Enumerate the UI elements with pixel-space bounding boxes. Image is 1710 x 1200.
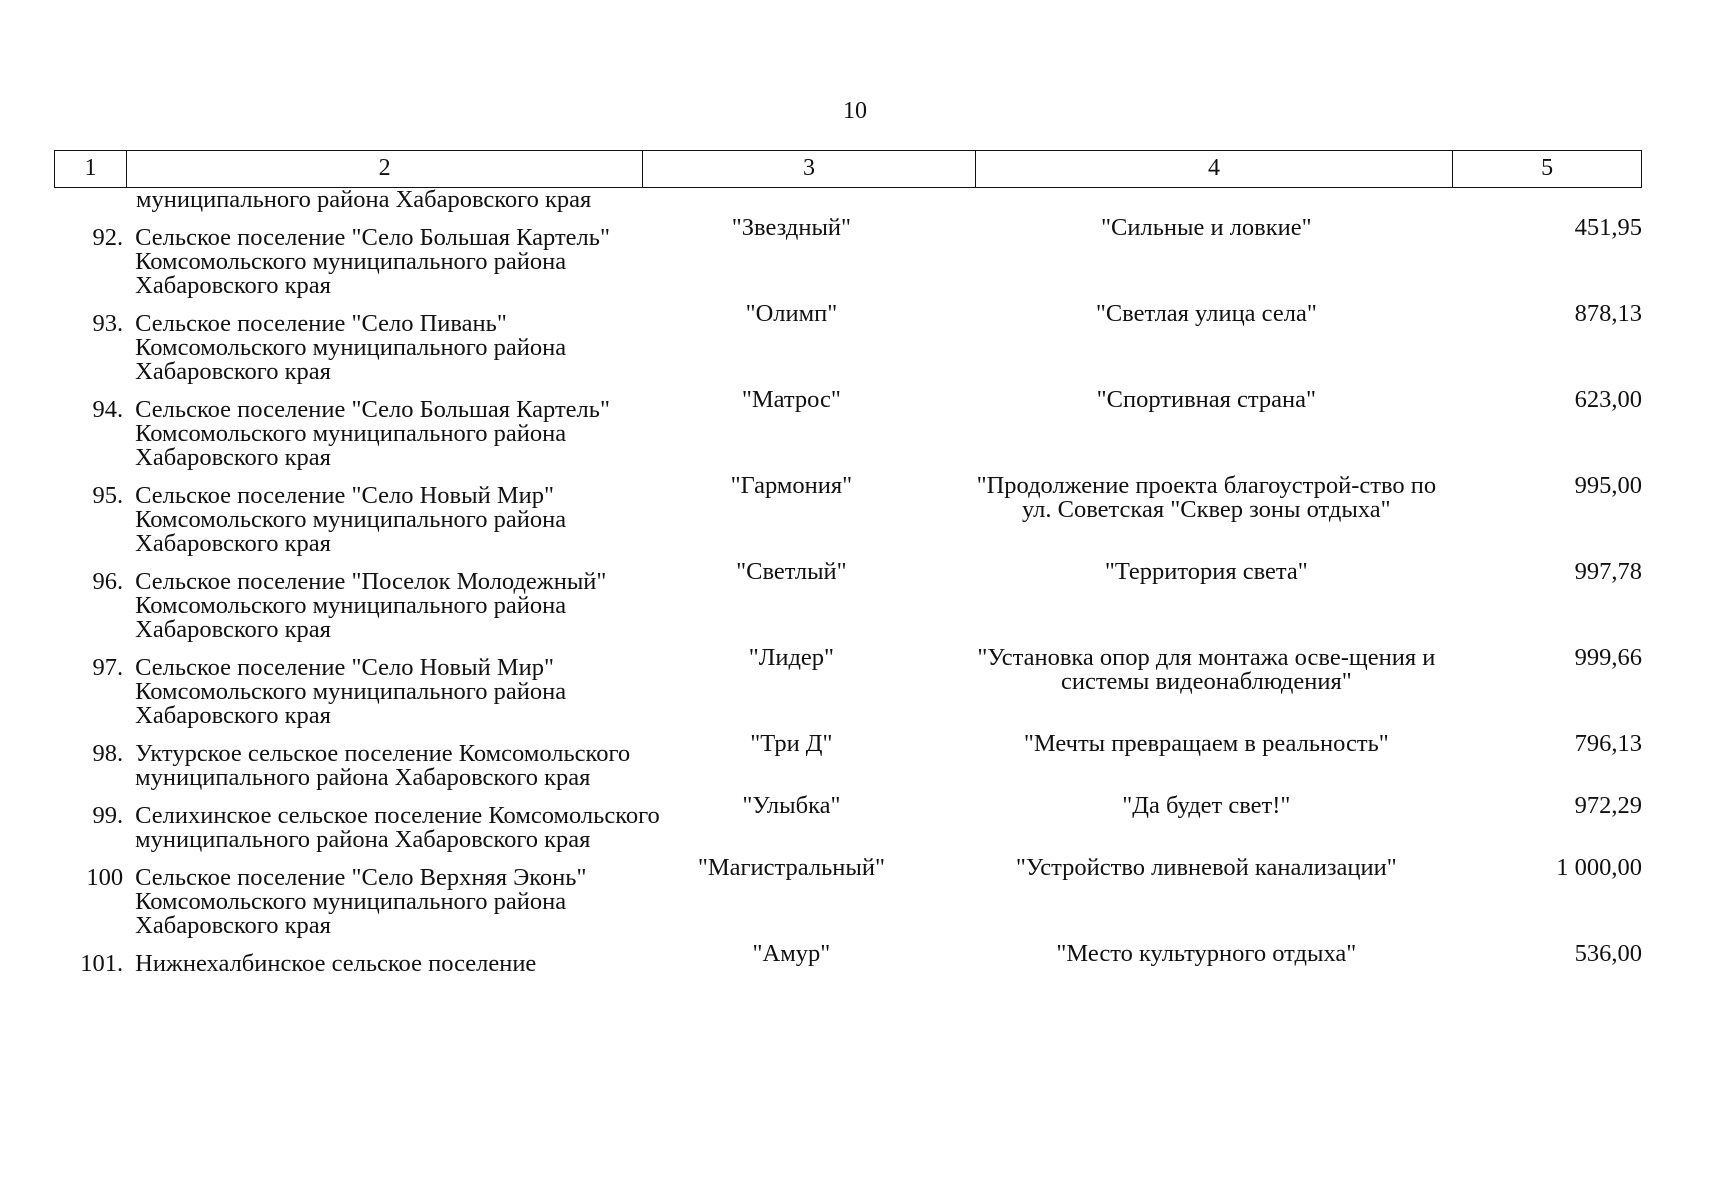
row-number: 98. [92, 740, 124, 767]
settlement-name: Сельское поселение "Село Большая Картель" Комсомольского муниципального района Хабаровского края [135, 396, 610, 471]
project-name: "Мечты превращаем в реальность" [1023, 730, 1389, 757]
row-number: 96. [92, 568, 124, 595]
project-name: "Светлая улица села" [1095, 300, 1317, 327]
table-row [54, 302, 1642, 384]
settlement-name: Нижнехалбинское сельское поселение [135, 950, 537, 977]
settlement-name: Сельское поселение "Село Новый Мир" Комсомольского муниципального района Хабаровского края [135, 654, 567, 729]
page-number: 10 [843, 98, 867, 124]
team-name: "Магистральный" [697, 854, 885, 881]
project-name: "Продолжение проекта благоустрой-ство по ул. Советская "Сквер зоны отдыха" [976, 472, 1437, 523]
amount: 878,13 [1574, 300, 1643, 327]
amount: 451,95 [1574, 214, 1643, 241]
amount: 995,00 [1574, 472, 1643, 499]
row-number: 92. [92, 224, 124, 251]
team-name: "Амур" [752, 940, 831, 967]
project-name: "Установка опор для монтажа осве-щения и системы видеонаблюдения" [977, 644, 1436, 695]
amount: 796,13 [1574, 730, 1643, 757]
team-name: "Лидер" [748, 644, 835, 671]
table-row [54, 942, 1642, 976]
table-row [54, 646, 1642, 728]
header-col-3: 3 [643, 151, 976, 187]
project-name: "Территория света" [1104, 558, 1308, 585]
table-header [54, 150, 1642, 188]
row-number: 93. [92, 310, 124, 337]
settlement-name: Сельское поселение "Поселок Молодежный" Комсомольского муниципального района Хабаровского края [135, 568, 607, 643]
team-name: "Матрос" [741, 386, 841, 413]
amount: 536,00 [1574, 940, 1643, 967]
team-name: "Звездный" [731, 214, 852, 241]
project-name: "Да будет свет!" [1122, 792, 1291, 819]
header-col-2: 2 [127, 151, 643, 187]
settlement-name: Селихинское сельское поселение Комсомольского муниципального района Хабаровского края [135, 802, 660, 853]
team-name: "Олимп" [745, 300, 838, 327]
amount: 999,66 [1574, 644, 1643, 671]
project-name: "Спортивная страна" [1096, 386, 1317, 413]
row-number: 101. [80, 950, 124, 977]
row-number: 99. [92, 802, 124, 829]
settlement-name: Сельское поселение "Село Верхняя Эконь" Комсомольского муниципального района Хабаровского края [135, 864, 587, 939]
team-name: "Светлый" [736, 558, 847, 585]
team-name: "Три Д" [750, 730, 833, 757]
row-number: 94. [92, 396, 124, 423]
amount: 972,29 [1574, 792, 1643, 819]
amount: 997,78 [1574, 558, 1643, 585]
row-number: 97. [92, 654, 124, 681]
header-col-1: 1 [55, 151, 127, 187]
continuation-text: муниципального района Хабаровского края [136, 186, 592, 213]
project-name: "Сильные и ловкие" [1101, 214, 1312, 241]
table-row [54, 560, 1642, 642]
amount: 1 000,00 [1556, 854, 1643, 881]
header-col-4: 4 [976, 151, 1453, 187]
settlement-name: Сельское поселение "Село Большая Картель" Комсомольского муниципального района Хабаровского края [135, 224, 610, 299]
row-number: 95. [92, 482, 124, 509]
table-row [54, 388, 1642, 470]
team-name: "Гармония" [730, 472, 853, 499]
table-body [54, 188, 1642, 976]
table-row [54, 732, 1642, 790]
project-name: "Устройство ливневой канализации" [1015, 854, 1397, 881]
table-row [54, 474, 1642, 556]
settlement-name: Сельское поселение "Село Пивань" Комсомольского муниципального района Хабаровского края [135, 310, 567, 385]
team-name: "Улыбка" [742, 792, 841, 819]
amount: 623,00 [1574, 386, 1643, 413]
table-row [54, 794, 1642, 852]
project-name: "Место культурного отдыха" [1056, 940, 1357, 967]
settlement-name: Сельское поселение "Село Новый Мир" Комсомольского муниципального района Хабаровского края [135, 482, 567, 557]
table-row [54, 856, 1642, 938]
header-col-5: 5 [1541, 155, 1554, 181]
table-row [54, 216, 1642, 298]
settlement-name: Уктурское сельское поселение Комсомольского муниципального района Хабаровского края [135, 740, 631, 791]
row-number: 100 [86, 864, 124, 891]
